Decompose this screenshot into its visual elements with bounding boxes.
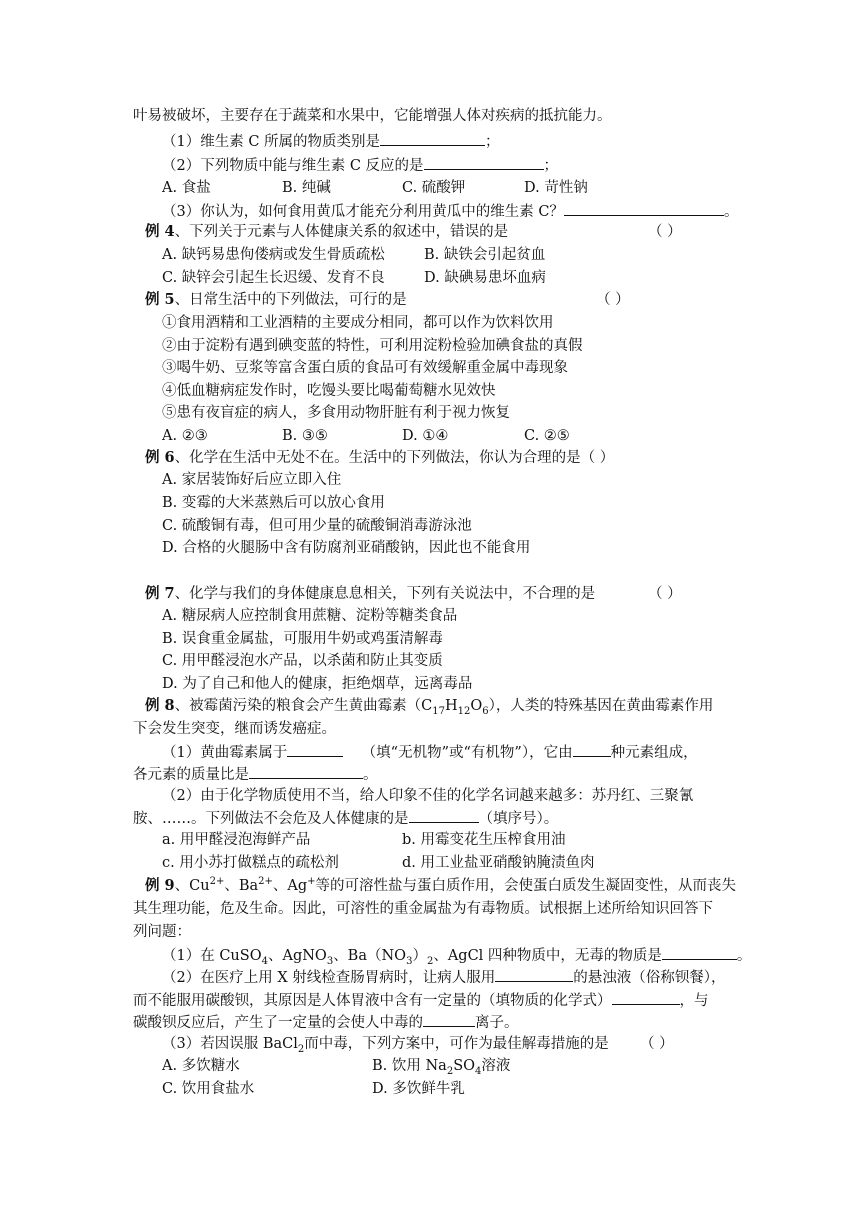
option: B. 误食重金属盐，可服用牛奶或鸡蛋清解毒 [162,631,443,647]
ex5-answer-paren: （ ） [596,292,630,308]
option: c. 用小苏打做糕点的疏松剂 [162,855,339,871]
ex8-q2: （2）由于化学物质使用不当，给人印象不佳的化学名词越来越多：苏丹红、三聚氰 [162,788,694,804]
ex8-q1-line2: 各元素的质量比是 。 [133,764,378,785]
ex8-stem: 例 8、被霉菌污染的粮食会产生黄曲霉素$(C_{17}H_{12}O_6)$，人类的特殊基因在黄曲霉素作用 [145,697,714,717]
ex5-stem: 例 5、日常生活中的下列做法，可行的是 [145,291,407,308]
ex4-answer-paren: （ ） [648,224,682,240]
answer-blank[interactable] [409,808,479,823]
option: d. 用工业盐亚硝酸钠腌渍鱼肉 [402,855,595,871]
option: A. 家居装饰好后应立即入住 [162,472,342,488]
option: D. 缺碘易患坏血病 [424,270,546,286]
ex7-stem: 例 7、化学与我们的身体健康息息相关，下列有关说法中，不合理的是 [145,585,596,602]
option: A. 缺钙易患佝偻病或发生骨质疏松 [162,247,385,263]
ex5-item: ②由于淀粉有遇到碘变蓝的特性，可利用淀粉检验加碘食盐的真假 [162,338,583,354]
option: D. 合格的火腿肠中含有防腐剂亚硝酸钠，因此也不能食用 [162,540,531,556]
ex9-q2: （2）在医疗上用 X 射线检查肠胃病时，让病人服用 的悬浊液（俗称钡餐）， [162,967,726,988]
option: a. 用甲醛浸泡海鲜产品 [162,832,311,848]
option: C. 硫酸铜有毒，但可用少量的硫酸铜消毒游泳池 [162,518,472,534]
option: A. 食盐 [162,180,211,196]
ex5-label: 例 5 [145,291,175,308]
ex8-stem-line2: 下会发生突变，继而诱发癌症。 [133,721,336,737]
ex8-q1: （1）黄曲霉素属于 （填“无机物”或“有机物”），它由 种元素组成， [162,742,698,763]
option: B. ③⑤ [282,428,328,444]
ex9-answer-paren: （ ） [640,1036,674,1052]
ex9-stem-line3: 列问题： [133,924,191,940]
ex4-label: 例 4 [145,223,175,240]
ex5-item: ⑤患有夜盲症的病人，多食用动物肝脏有利于视力恢复 [162,405,510,421]
option: D. 苛性钠 [524,180,588,196]
option: B. 饮用 $Na_2SO_4$溶液 [372,1058,511,1077]
option: C. 用甲醛浸泡水产品，以杀菌和防止其变质 [162,653,443,669]
ex9-q1: （1）在 CuSO$_4$、AgNO$_3$、$Ba(NO_3)_2$、AgCl 四种物质中，无毒的物质是 。 [162,945,751,966]
intro-q2: （2）下列物质中能与维生素 C 反应的是 ； [162,155,558,176]
option: D. 多饮鲜牛乳 [372,1081,465,1097]
option: B. 缺铁会引起贫血 [424,247,546,263]
answer-blank[interactable] [662,945,737,960]
answer-blank[interactable] [564,201,724,216]
option: D. ①④ [402,428,449,444]
answer-blank[interactable] [573,742,611,757]
answer-blank[interactable] [380,131,485,146]
option: B. 变霉的大米蒸熟后可以放心食用 [162,495,385,511]
option: B. 纯碱 [282,180,331,196]
option: A. 糖尿病人应控制食用蔗糖、淀粉等糖类食品 [162,608,458,624]
ex9-q2-line2: 而不能服用碳酸钡，其原因是人体胃液中含有一定量的（填物质的化学式） ，与 [133,990,709,1011]
ex8-label: 例 8 [145,697,175,714]
ex7-label: 例 7 [145,585,175,602]
ex9-label: 例 9 [145,877,175,894]
ex5-item: ④低血糖病症发作时，吃馒头要比喝葡萄糖水见效快 [162,383,496,399]
option: A. 多饮糖水 [162,1058,240,1074]
option: C. 硫酸钾 [402,180,466,196]
option: C. ②⑤ [524,428,570,444]
answer-blank[interactable] [495,967,573,982]
answer-blank[interactable] [612,990,680,1005]
option: b. 用霉变花生压榨食用油 [402,832,566,848]
intro-q3: （3）你认为，如何食用黄瓜才能充分利用黄瓜中的维生素 C？ 。 [162,201,738,222]
option: A. ②③ [162,428,208,444]
ex6-stem: 例 6、化学在生活中无处不在。生活中的下列做法，你认为合理的是（ ） [145,449,615,466]
intro-q1: （1）维生素 C 所属的物质类别是 ； [162,131,500,152]
answer-blank[interactable] [424,155,544,170]
ex9-q2-line3: 碳酸钡反应后，产生了一定量的会使人中毒的 离子。 [133,1012,519,1033]
ex5-item: ①食用酒精和工业酒精的主要成分相同，都可以作为饮料饮用 [162,315,554,331]
ex9-stem-line2: 其生理功能，危及生命。因此，可溶性的重金属盐为有毒物质。试根据上述所给知识回答下 [133,901,713,917]
ex9-stem: 例 9、$Cu^{2+}$、$Ba^{2+}$、Ag+等的可溶性盐与蛋白质作用，会使蛋白质发生凝固变性，从而丧失 [145,876,737,894]
ex4-stem: 例 4、下列关于元素与人体健康关系的叙述中，错误的是 [145,223,509,240]
ex8-q2-line2: 胺、……。下列做法不会危及人体健康的是 （填序号）。 [133,808,558,829]
answer-blank[interactable] [287,742,343,757]
ex7-answer-paren: （ ） [648,586,682,602]
answer-blank[interactable] [423,1012,475,1027]
ex5-item: ③喝牛奶、豆浆等富含蛋白质的食品可有效缓解重金属中毒现象 [162,360,568,376]
option: C. 缺锌会引起生长迟缓、发育不良 [162,270,385,286]
option: C. 饮用食盐水 [162,1081,255,1097]
ex9-q3: （3）若因误服 BaCl$_2$而中毒，下列方案中，可作为最佳解毒措施的是 [162,1036,609,1055]
answer-blank[interactable] [249,764,363,779]
ex6-label: 例 6 [145,449,175,466]
option: D. 为了自己和他人的健康，拒绝烟草，远离毒品 [162,676,473,692]
intro-line: 叶易被破坏，主要存在于蔬菜和水果中，它能增强人体对疾病的抵抗能力。 [133,108,612,124]
